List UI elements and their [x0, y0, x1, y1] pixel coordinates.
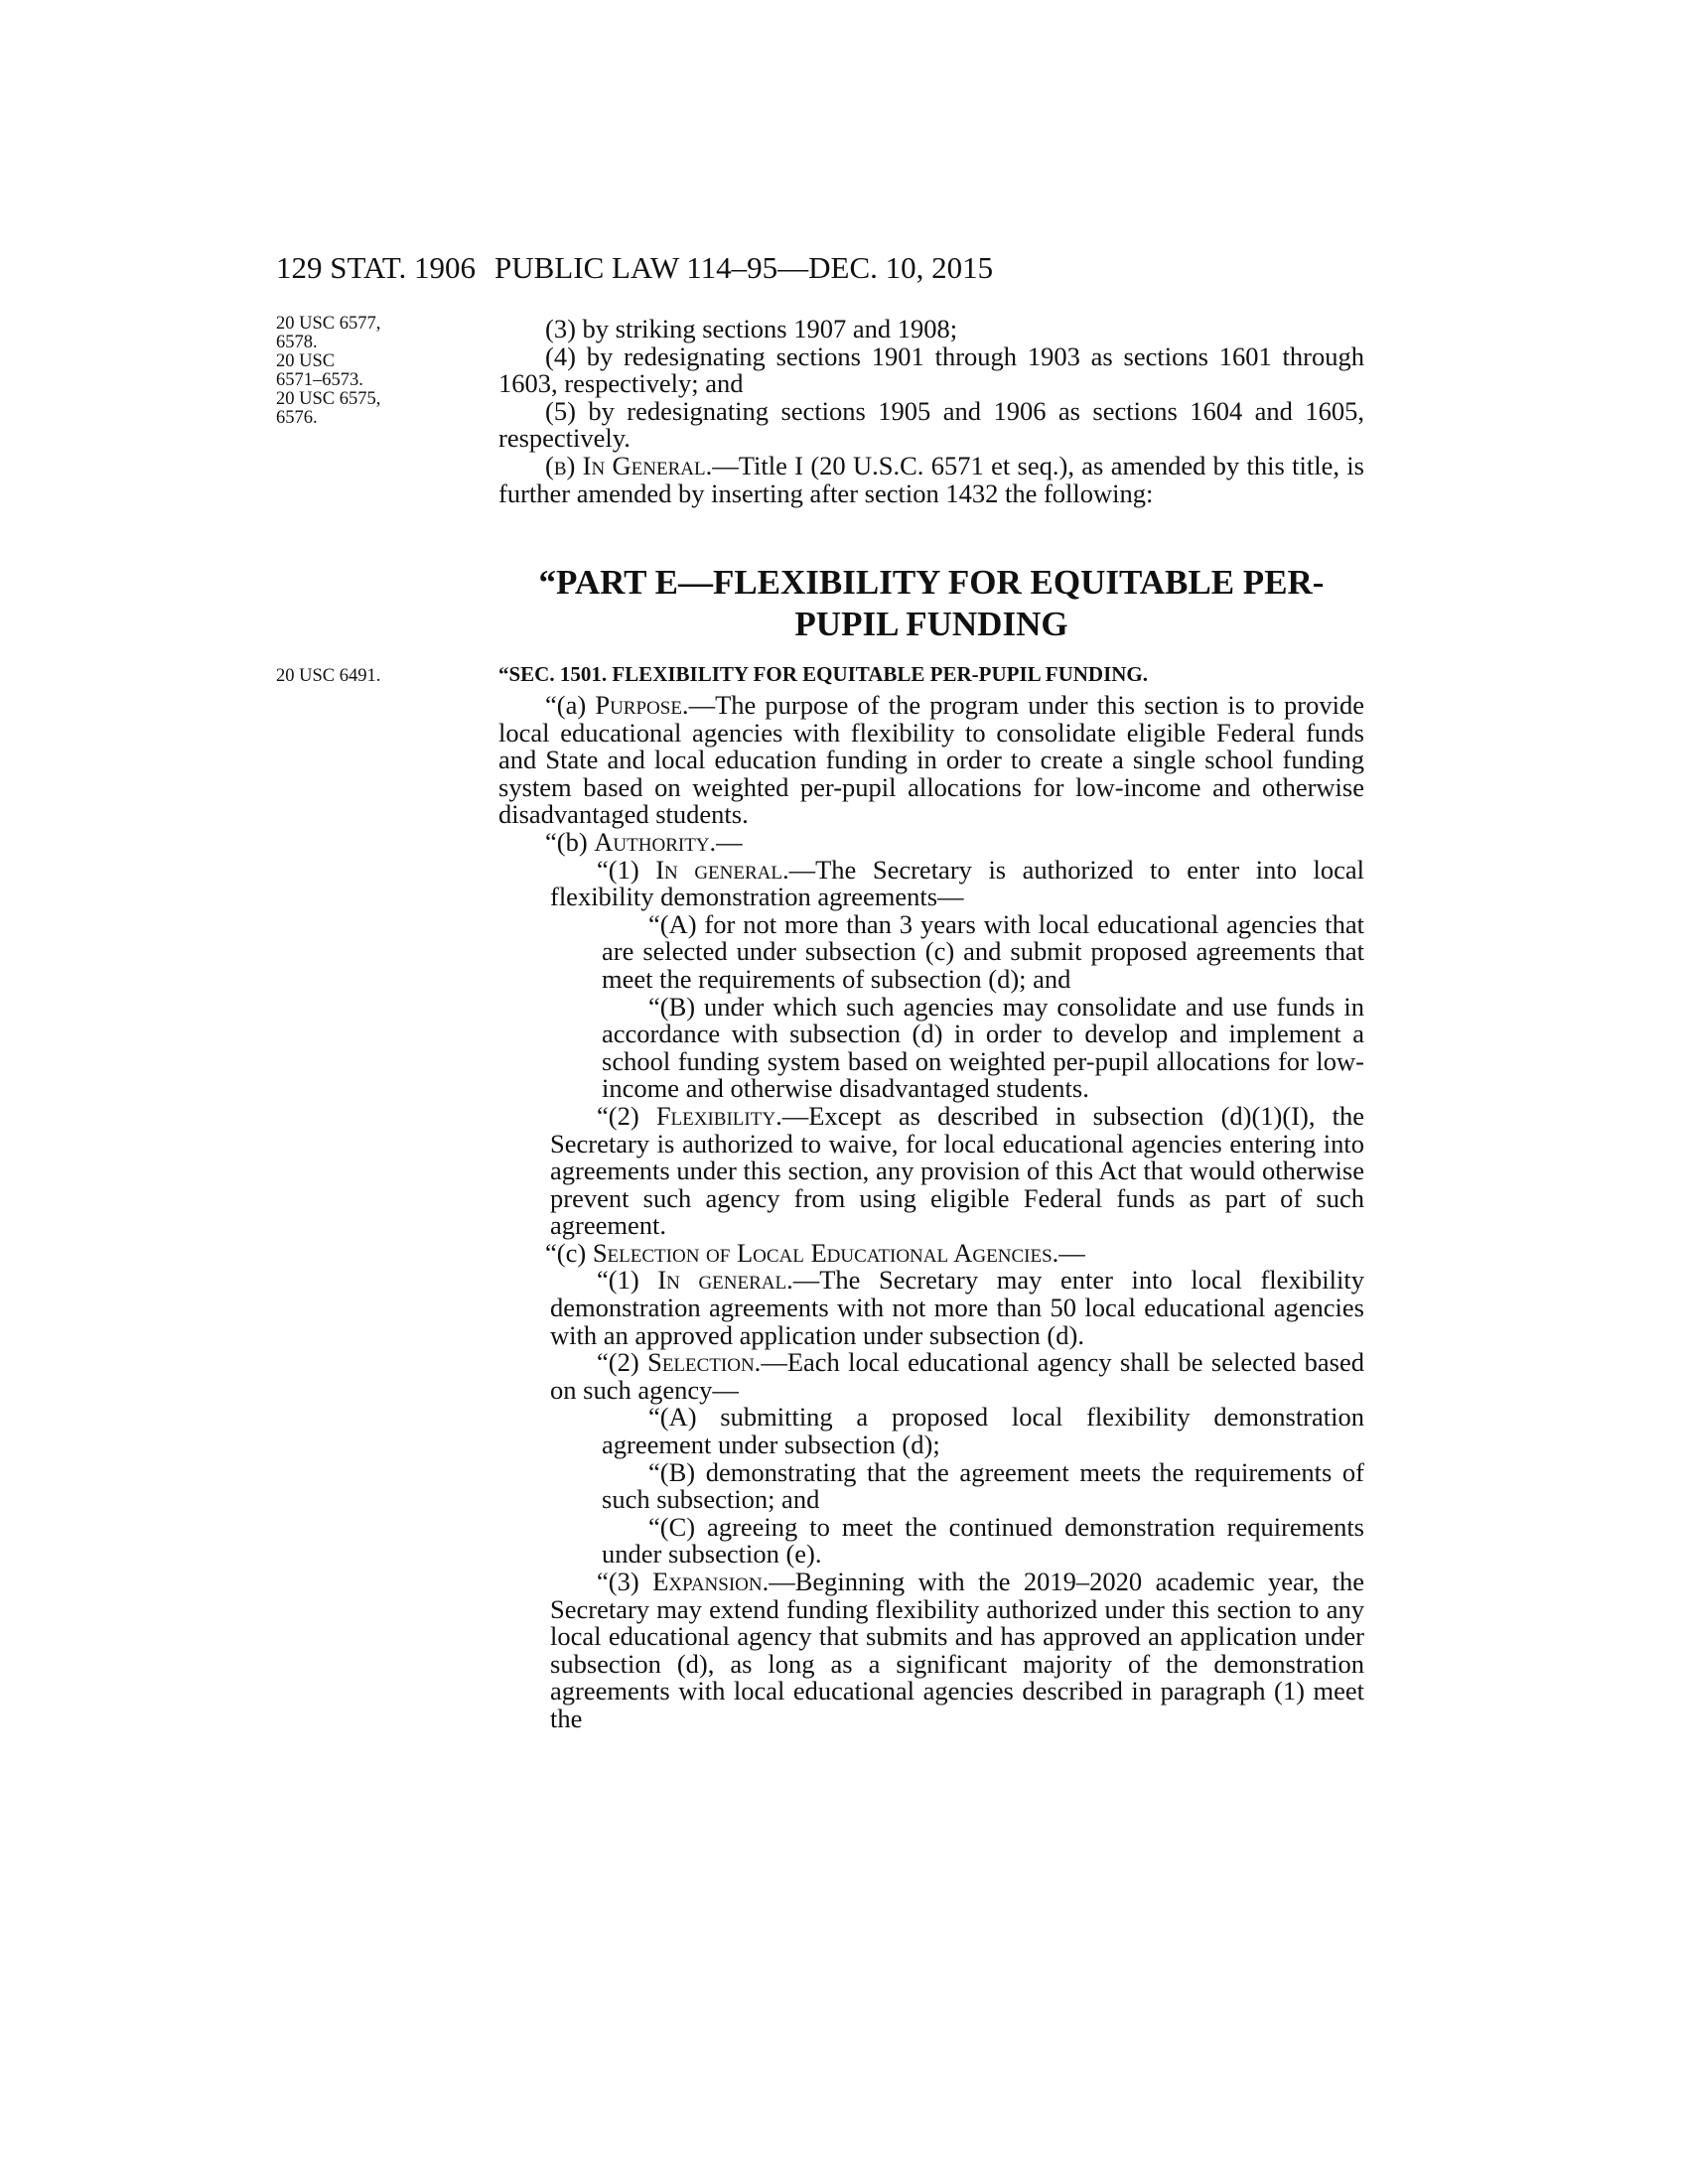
section-body	[498, 692, 1364, 1733]
paragraph-b2-label: Flexibility.	[655, 1100, 782, 1131]
subsection-b-open: “(b)	[545, 826, 595, 857]
clause-b1B: “(B) under which such agencies may consolidate and use funds in accordance with subsection (d) in order to develop and implement a school funding system based on weighted per-pupil allocations for low-income and otherwise disadvantaged students.	[602, 991, 1364, 1104]
paragraph-c1-label: In general.	[657, 1265, 793, 1296]
subsection-b-label: (b) In General.	[545, 450, 713, 480]
margin-notes	[276, 315, 475, 428]
part-heading-line-2: PUPIL FUNDING	[794, 605, 1068, 643]
paragraph-b1-label: In general.	[655, 854, 789, 885]
paragraph-c2	[498, 1349, 1364, 1404]
paragraph-b2-text: —Except as described in subsection (d)(1)(I), the Secretary is authorized to waive, for local educational agencies entering into agreements under this section, any provision of this Act that would otherwise prevent such agency from using eligible Federal funds as part of such agreement.	[550, 1100, 1364, 1241]
subsection-b-dash: —	[716, 826, 743, 857]
clause-b1A: “(A) for not more than 3 years with local educational agencies that are selected under subsection (c) and submit proposed agreements that meet the requirements of subsection (d); and	[602, 908, 1364, 994]
paragraph-c2-text: —Each local educational agency shall be selected based on such agency—	[550, 1347, 1364, 1405]
section-heading: “SEC. 1501. FLEXIBILITY FOR EQUITABLE PER-PUPIL FUNDING.	[498, 662, 1149, 686]
subsection-c-open: “(c)	[545, 1237, 593, 1268]
paragraph-c3-open: “(3)	[597, 1567, 653, 1596]
paragraph-4: (4) by redesignating sections 1901 through 1903 as sections 1601 through 1603, respectively; and	[498, 341, 1364, 399]
paragraph-b1-text: —The Secretary is authorized to enter into local flexibility demonstration agreements—	[550, 854, 1364, 912]
paragraph-5: (5) by redesignating sections 1905 and 1906 as sections 1604 and 1605, respectively.	[498, 395, 1364, 454]
subsection-a-open: “(a)	[545, 690, 596, 720]
page-reference: 129 STAT. 1906	[276, 250, 477, 285]
clause-c2B: “(B) demonstrating that the agreement meets the requirements of such subsection; and	[602, 1456, 1364, 1515]
clause-c2A: “(A) submitting a proposed local flexibility demonstration agreement under subsection (d);	[602, 1402, 1364, 1460]
subsection-b	[498, 450, 1364, 508]
subsection-c-dash: —	[1058, 1237, 1085, 1268]
paragraph-b2	[498, 1100, 1364, 1241]
subsection-b-text: —Title I (20 U.S.C. 6571 et seq.), as amended by this title, is further amended by inserting after section 1432 the following:	[498, 450, 1364, 508]
margin-note: 6576.	[276, 408, 318, 428]
margin-note: 20 USC 6577,	[276, 314, 381, 334]
subsection-a-text: —The purpose of the program under this section is to provide local educational agencies with flexibility to consolidate eligible Federal funds and State and local education funding in order to create a single school funding system based on weighted per-pupil allocations for low-income and otherwise disadvantaged students.	[498, 690, 1364, 830]
part-heading-line-1: “PART E—FLEXIBILITY FOR EQUITABLE PER-	[538, 563, 1325, 602]
margin-note: 20 USC 6575,	[276, 389, 381, 409]
paragraph-c3	[498, 1569, 1364, 1733]
margin-note: 6578.	[276, 333, 318, 352]
paragraph-3: (3) by striking sections 1907 and 1908;	[545, 314, 958, 343]
margin-note: 20 USC	[276, 351, 336, 371]
subsection-a-label: Purpose.	[595, 690, 689, 720]
subsection-c	[498, 1237, 1364, 1268]
paragraph-c3-text: —Beginning with the 2019–2020 academic year, the Secretary may extend funding flexibility authorized under this section to any local educational agency that submits and has approved an application under subsection (d), as long as a significant majority of the demonstration agreements with local educational agencies described in paragraph (1) meet the	[550, 1567, 1364, 1733]
paragraph-b1	[498, 854, 1364, 912]
paragraph-c1-open: “(1)	[597, 1265, 658, 1296]
header-title: PUBLIC LAW 114–95—DEC. 10, 2015	[494, 250, 994, 285]
amendment-block	[498, 316, 1364, 507]
paragraph-c1	[498, 1267, 1364, 1349]
paragraph-c1-text: —The Secretary may enter into local flexibility demonstration agreements with not more than 50 local educational agencies with an approved application under subsection (d).	[550, 1265, 1364, 1350]
paragraph-c3-label: Expansion.	[652, 1567, 770, 1596]
subsection-c-label: Selection of Local Educational Agencies.	[592, 1237, 1059, 1268]
paragraph-c2-label: Selection.	[647, 1347, 762, 1378]
paragraph-b1-open: “(1)	[597, 854, 656, 885]
subsection-a	[498, 692, 1364, 829]
subsection-b-authority-label: Authority.	[594, 826, 717, 857]
margin-note: 6571–6573.	[276, 370, 363, 390]
paragraph-b2-open: “(2)	[597, 1100, 656, 1131]
part-heading	[498, 562, 1364, 645]
subsection-b-authority	[498, 826, 1364, 857]
paragraph-c2-open: “(2)	[597, 1347, 648, 1378]
margin-note-section: 20 USC 6491.	[276, 666, 381, 686]
clause-c2C: “(C) agreeing to meet the continued demonstration requirements under subsection (e).	[602, 1511, 1364, 1570]
running-header	[0, 250, 1688, 290]
